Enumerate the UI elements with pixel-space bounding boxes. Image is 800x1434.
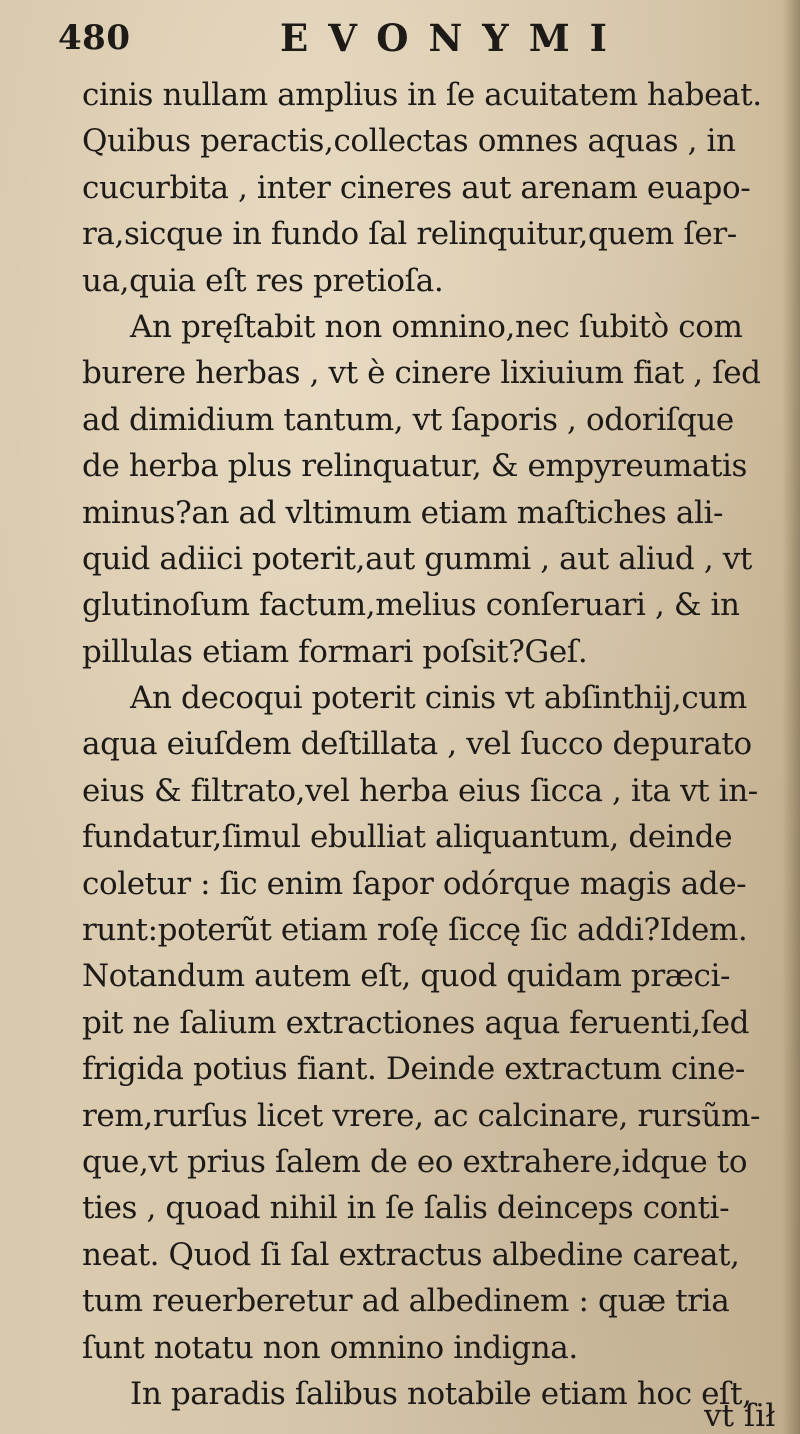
text-line: In paradis ſalibus notabile etiam hoc eſt, — [130, 1375, 752, 1412]
text-line: aqua eiuſdem deſtillata , vel ſucco depurato — [82, 726, 752, 763]
catchword: vt ſił — [704, 1398, 776, 1434]
page-edge-shadow — [782, 0, 800, 1434]
running-head: EVONYMI — [280, 16, 627, 60]
text-line: ra,sicque in fundo ſal relinquitur,quem ſer- — [82, 216, 737, 253]
text-line: pit ne ſalium extractiones aqua feruenti,ſed — [82, 1004, 750, 1041]
text-line: quid adiici poterit,aut gummi , aut aliud , vt — [82, 540, 752, 577]
body-text — [82, 72, 782, 1417]
text-line: Notandum autem eſt, quod quidam præci- — [82, 958, 731, 995]
text-line: cinis nullam amplius in ſe acuitatem habeat. — [82, 77, 762, 113]
page-header — [58, 14, 758, 62]
text-line: An pręſtabit non omnino,nec ſubitò com — [130, 308, 743, 345]
text-line: ad dimidium tantum, vt ſaporis , odoriſque — [82, 401, 734, 438]
text-line: pillulas etiam formari poſsit?Geſ. — [82, 633, 588, 670]
text-line: minus?an ad vltimum etiam maſtiches ali- — [82, 494, 724, 531]
text-line: burere herbas , vt è cinere lixiuium fiat , ſed — [82, 355, 761, 392]
text-line: que,vt prius ſalem de eo extrahere,idque to — [82, 1143, 748, 1180]
page-number: 480 — [58, 18, 131, 58]
text-line: fundatur,ſimul ebulliat aliquantum, deinde — [82, 819, 733, 856]
text-line: glutinoſum factum,melius conſeruari , & in — [82, 587, 740, 624]
text-line: ua,quia eſt res pretioſa. — [82, 262, 444, 299]
text-line: eius & filtrato,vel herba eius ſicca , ita vt in- — [82, 772, 758, 809]
text-line: ſunt notatu non omnino indigna. — [82, 1329, 578, 1366]
text-line: frigida potius fiant. Deinde extractum cine- — [82, 1051, 745, 1088]
text-line: de herba plus relinquatur, & empyreumatis — [82, 448, 748, 485]
text-line: rem,rurſus licet vrere, ac calcinare, rursũm- — [82, 1097, 761, 1134]
text-line: tum reuerberetur ad albedinem : quæ tria — [82, 1283, 730, 1320]
text-line: runt:poterũt etiam roſę ſiccę ſic addi?Idem. — [82, 912, 748, 949]
text-line: neat. Quod ſi ſal extractus albedine careat, — [82, 1236, 740, 1273]
text-line: coletur : ſic enim ſapor odórque magis ade- — [82, 865, 747, 902]
text-line: cucurbita , inter cineres aut arenam euapo- — [82, 169, 751, 206]
text-line: ties , quoad nihil in ſe ſalis deinceps conti- — [82, 1190, 730, 1227]
text-line: An decoqui poterit cinis vt abſinthij,cum — [130, 680, 747, 717]
text-line: Quibus peractis,collectas omnes aquas , in — [82, 123, 736, 160]
